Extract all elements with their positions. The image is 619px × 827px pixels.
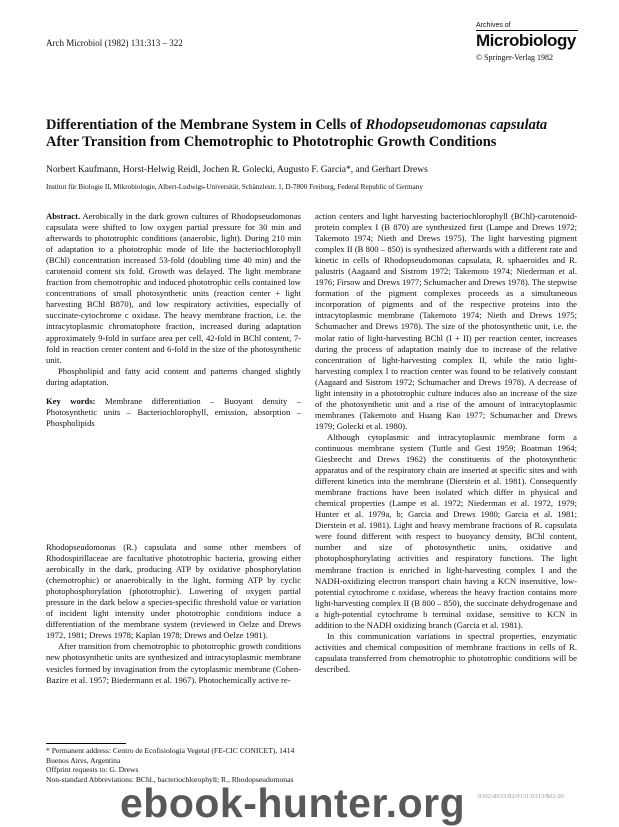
institute-affiliation: Institut für Biologie II, Mikrobiologie, Albert-Ludwigs-Universität, Schänzlestr. 1, D-7800 Freiburg, Federal Republic of Germany [46, 183, 423, 191]
journal-logo [476, 22, 578, 62]
intro-paragraph-2: After transition from chemotrophic to phototrophic growth conditions new photosynthetic units are synthesized and intracytoplasmic membrane vesicles formed by invagination from the cytoplasmic membrane (Cohen-Bazire et al. 1957; Biedermann et al. 1967). Photochemically active re- [46, 641, 301, 685]
introduction-left-column [46, 542, 301, 686]
logo-small-text: Archives of [476, 22, 578, 31]
right-paragraph-1: action centers and light harvesting bacteriochlorophyll (BChl)-carotenoid-protein complex I (B 870) are synthesized first (Lampe and Drews 1972; Takemoto 1974; Nieth and Drews 1975). The light harvesting pigment complex II (B 800 – 850) is synthesized afterwards with a different rate and kinetic in cells of Rhodopseudomonas capsulata, R. sphaeroides and R. palustris (Aagaard and Sistrom 1972; Takemoto 1974; Niederman et al. 1976; Firsow and Drews 1977; Schumacher and Drews 1978). The stepwise formation of the pigment complexes proceeds as a simultaneous incorporation of pigments and of the respective proteins into the intracytoplasmic membrane (Takemoto 1974; Nieth and Drews 1975; Schumacher and Drews 1978). The size of the photosynthetic unit, i.e. the molar ratio of light-harvesting BChl (I + II) per reaction center, increases during the process of adaptation mainly due to increase of the relative concentration of light-harvesting complex II, while the ratio light-harvesting complex I to reaction center was found to be relatively constant (Aagaard and Sistrom 1972; Schumacher and Drews 1978). A decrease of light intensity in a phototrophic culture induces also an increase of the size of the photosynthetic unit and a rise of the amount of intracytoplasmic membranes (Takemoto and Huang Kao 1977; Schumacher and Drews 1979; Golecki et al. 1980). [315, 211, 577, 431]
right-paragraph-3: In this communication variations in spectral properties, enzymatic activities and chemical composition of membrane fractions in cells of R. capsulata transferred from chemotrophic to phototrophic conditions will be described. [315, 630, 577, 674]
article-title [46, 117, 586, 151]
footnotes [46, 746, 301, 784]
abstract-paragraph-2: Phospholipid and fatty acid content and patterns changed slightly during adaptation. [46, 365, 301, 387]
watermark-text: ebook-hunter.org [120, 780, 466, 826]
abstract-label: Abstract. [46, 211, 81, 221]
title-part-1: Differentiation of the Membrane System in Cells of [46, 117, 366, 133]
abstract-section [46, 211, 301, 429]
keywords-text: Membrane differentiation – Buoyant density – Photosynthetic units – Bacteriochlorophyll, emission, absorption – Phospholipids [46, 395, 301, 428]
title-organism: Rhodopseudomonas capsulata [365, 117, 548, 133]
doi-fragment: 0302-8933/82/0131/0313/$02.00 [478, 793, 564, 800]
footnote-address: * Permanent address: Centro de Ecofisiologia Vegetal (FE-CIC CONICET), 1414 Buenos Aires, Argentina [46, 746, 295, 765]
logo-title: Microbiology [476, 31, 576, 50]
intro-paragraph-1: Rhodopseudomonas (R.) capsulata and some other members of Rhodospirillaceae are facultative phototrophic bacteria, growing either aerobically in the dark, producing ATP by oxidative phosphorylation (chemotrophic) or anaerobically in the light, forming ATP by cyclic photophosphorylation (phototrophic). Lowering of oxygen partial pressure in the dark below a species-specific threshold value or variation of incident light intensity under phototrophic conditions induce a differentiation of the membrane system (reviewed in Oelze and Drews 1972, 1981; Drews 1978; Kaplan 1978; Drews and Oelze 1981). [46, 542, 301, 641]
footnote-abbreviations: Non-standard Abbreviations: BChl., bacteriochlorophyll; R., Rhodopseudomonas [46, 774, 294, 784]
publisher-copyright: © Springer-Verlag 1982 [476, 53, 554, 62]
right-column [315, 211, 577, 675]
title-part-2: After Transition from Chemotrophic to Phototrophic Growth Conditions [46, 134, 497, 150]
author-list: Norbert Kaufmann, Horst-Helwig Reidl, Jochen R. Golecki, Augusto F. Garcia*, and Gerhart Drews [46, 165, 428, 175]
keywords-label: Key words: [46, 395, 96, 406]
footnote-divider [46, 743, 126, 744]
journal-reference: Arch Microbiol (1982) 131:313 – 322 [46, 38, 183, 48]
abstract-text: Aerobically in the dark grown cultures of Rhodopseudomonas capsulata were shifted to low oxygen partial pressure for 30 min and afterwards to phototrophic conditions (anaerobic, light). During 210 min of adaptation to a phototrophic mode of life the bacteriochlorophyll (BChl) concentration increased 53-fold (doubling time 40 min) and the carotenoid content six fold. Growth was delayed. The light membrane fraction from chemotrophic and induced phototrophic cells contained low concentrations of small photosynthetic units (reaction center + light harvesting BChl B870), and low respiratory activities, especially of succinate-cytochrome c oxidase. The heavy membrane fraction, i.e. the intracytoplasmic chromatophore fraction, increased during adaptation approximately 9-fold in surface area per cell, 42-fold in BChl content, 7-fold in reaction center content and 6-fold in the size of the photosynthetic unit. [46, 211, 301, 365]
right-paragraph-2: Although cytoplasmic and intracytoplasmic membrane form a continuous membrane system (Tuttle and Gest 1959; Boatman 1964; Giesbrecht and Drews 1962) the constituents of the photosynthetic apparatus and of the respiratory chain are inserted at specific sites and with different kinetics into the membrane (Dierstein et al. 1981). Consequently membrane fractions have been isolated which differ in physical and chemical properties (Lampe et al. 1972; Niederman et al. 1972, 1979; Hunter et al. 1979a, b; Garcia and Drews 1980; Garcia et al. 1981; Dierstein et al. 1981). Light and heavy membrane fractions of R. capsulata were found different with respect to buoyancy density, BChl content, number and size of photosynthetic units, oxidative and photophosphorylating activities and respiratory functions. The light membrane fraction is enriched in light-harvesting complex I and the NADH-oxidizing electron transport chain having a KCN insensitive, low-potential cytochrome c oxidase, whereas the heavy fraction contains more light-harvesting complex II (B 800 – 850), the succinate dehydrogenase and a high-potential cytochrome b terminal oxidase, sensitive to KCN in addition to the NADH oxidizing branch (Garcia et al. 1981). [315, 431, 577, 630]
footnote-offprint: Offprint requests to: G. Drews [46, 765, 139, 775]
